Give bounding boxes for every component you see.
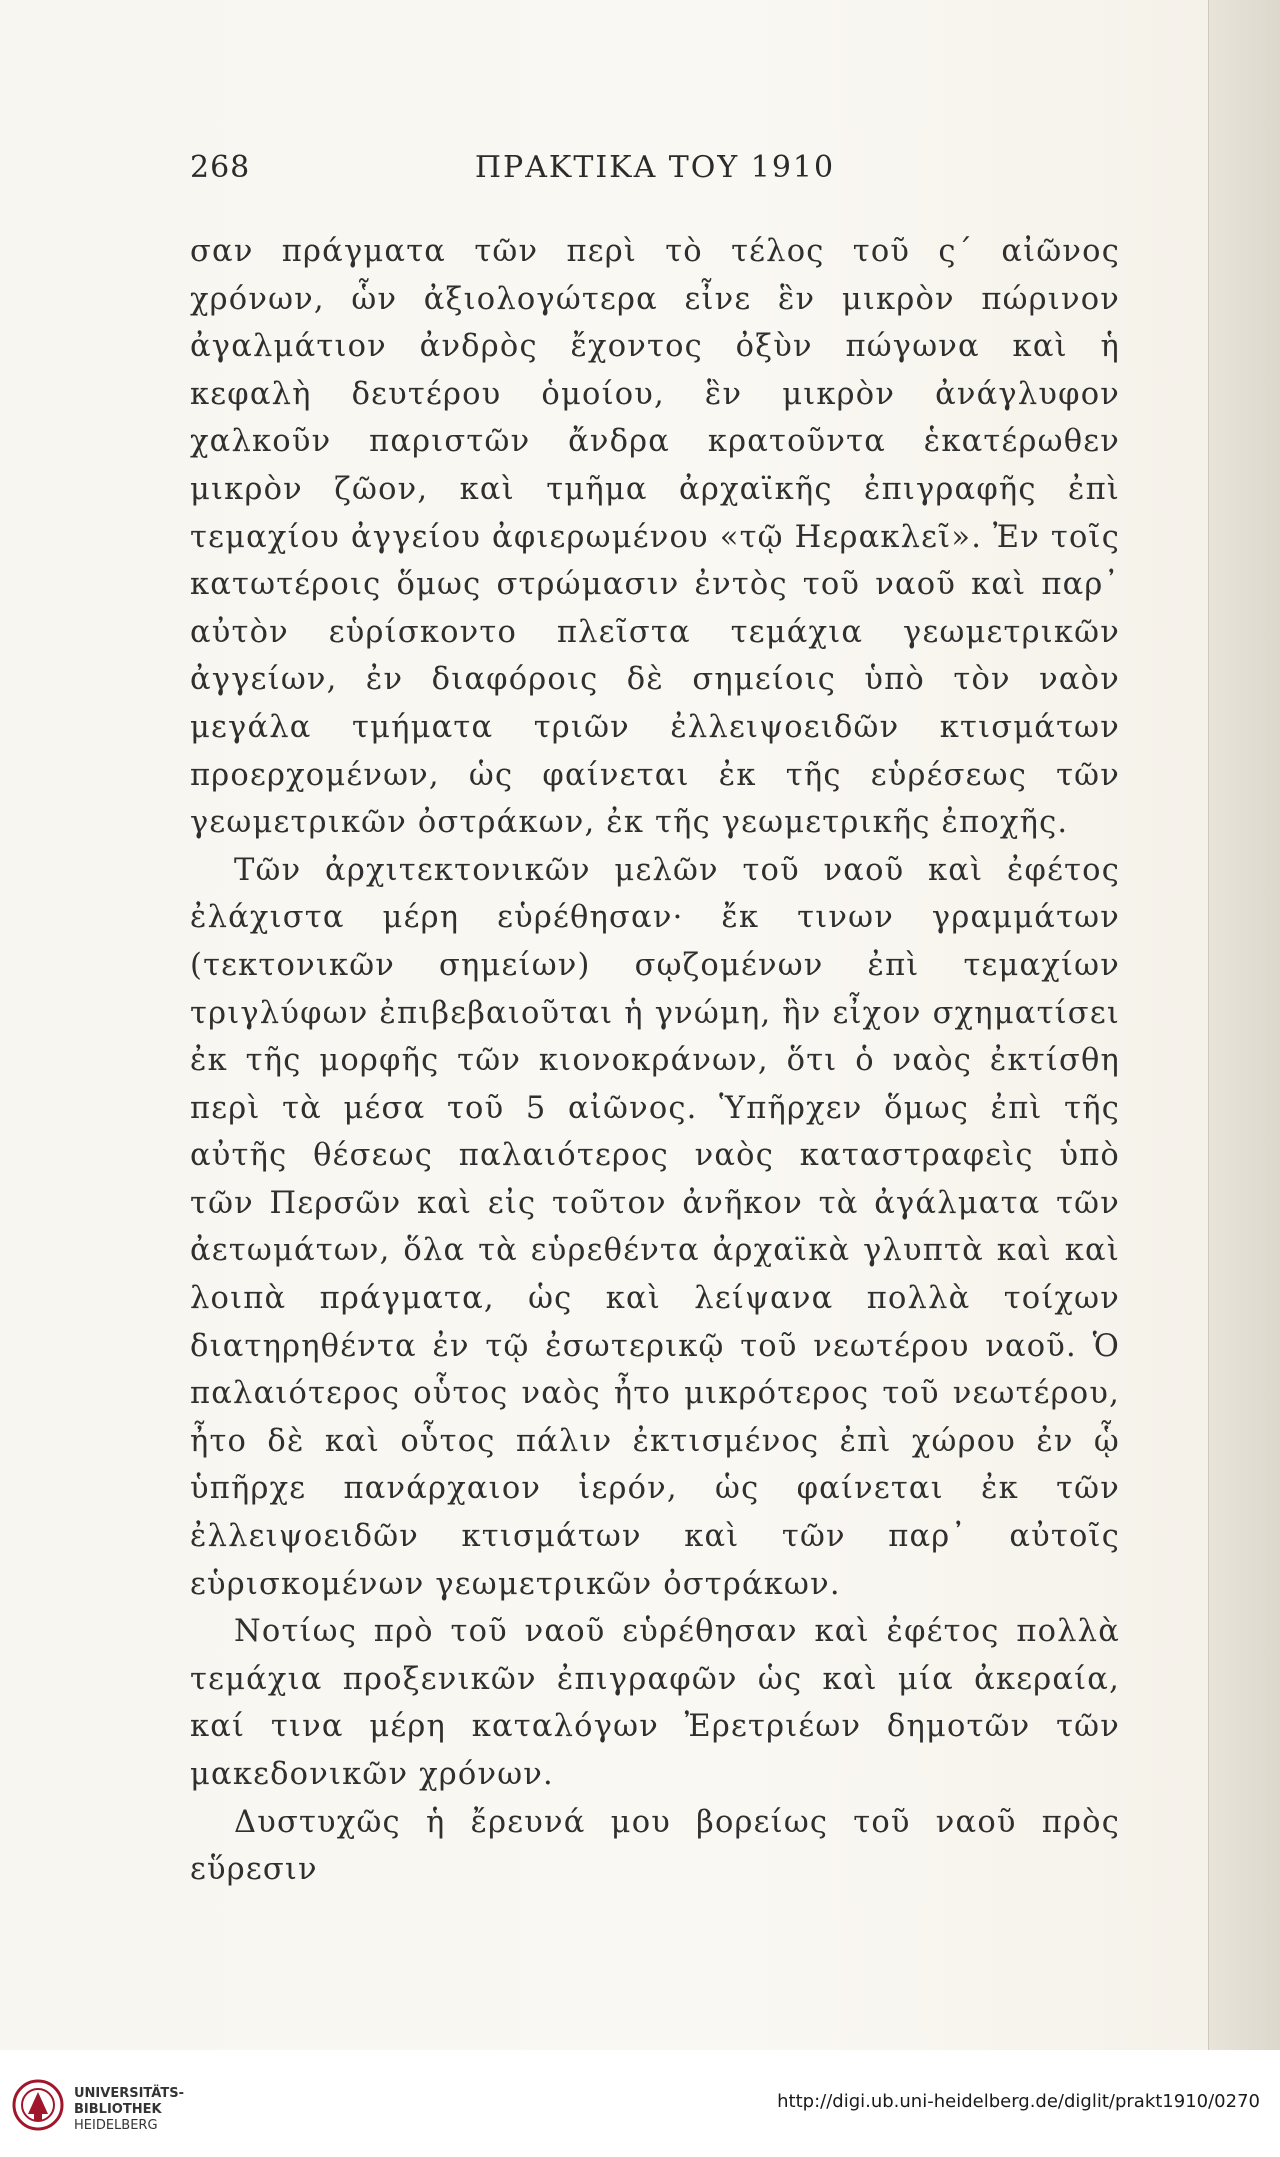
paragraph-1: σαν πράγματα τῶν περὶ τὸ τέλος τοῦ ς΄ αἰῶνος χρόνων, ὧν ἀξιολογώτερα εἶνε ἓν μικρὸν πώρινον ἀγαλμάτιον ἀνδρὸς ἔχοντος ὀξὺν πώγωνα καὶ ἡ κεφαλὴ δευτέρου ὁμοίου, ἓν μικρὸν ἀνάγλυφον χαλκοῦν παριστῶν ἄνδρα κρατοῦντα ἑκατέρωθεν μικρὸν ζῶον, καὶ τμῆμα ἀρχαϊκῆς ἐπιγραφῆς ἐπὶ τεμαχίου ἀγγείου ἀφιερωμένου «τῷ Ηερακλεῖ». Ἐν τοῖς κατωτέροις ὅμως στρώμασιν ἐντὸς τοῦ ναοῦ καὶ παρ᾿ αὐτὸν εὑρίσκοντο πλεῖστα τεμάχια γεωμετρικῶν ἀγγείων, ἐν διαφόροις δὲ σημείοις ὑπὸ τὸν ναὸν μεγάλα τμήματα τριῶν ἐλλειψοειδῶν κτισμάτων προερχομένων, ὡς φαίνεται ἐκ τῆς εὑρέσεως τῶν γεωμετρικῶν ὀστράκων, ἐκ τῆς γεωμετρικῆς ἐποχῆς.: [190, 234, 1120, 841]
page-number: 268: [190, 150, 251, 185]
running-title: ΠΡΑΚΤΙΚΑ ΤΟΥ 1910: [474, 150, 836, 185]
logo-line-1: UNIVERSITÄTS-: [74, 2086, 184, 2101]
page-header: [190, 150, 1120, 190]
paragraph-4: Δυστυχῶς ἡ ἔρευνά μου βορείως τοῦ ναοῦ πρὸς εὕρεσιν: [190, 1804, 1120, 1888]
library-logo-text: [74, 2086, 184, 2134]
paragraph-3: Νοτίως πρὸ τοῦ ναοῦ εὑρέθησαν καὶ ἐφέτος πολλὰ τεμάχια προξενικῶν ἐπιγραφῶν ὡς καὶ μία ἀκεραία, καί τινα μέρη καταλόγων Ἐρετριέων δημοτῶν τῶν μακεδονικῶν χρόνων.: [190, 1614, 1120, 1792]
page-edge: [1208, 0, 1280, 2050]
logo-line-2: BIBLIOTHEK: [74, 2102, 162, 2117]
source-url-link[interactable]: http://digi.ub.uni-heidelberg.de/diglit/prakt1910/0270: [777, 2091, 1260, 2112]
logo-line-3: HEIDELBERG: [74, 2118, 158, 2133]
body-text: [190, 228, 1120, 1894]
university-seal-icon: [12, 2070, 64, 2140]
paragraph-2: Τῶν ἀρχιτεκτονικῶν μελῶν τοῦ ναοῦ καὶ ἐφέτος ἐλάχιστα μέρη εὑρέθησαν· ἔκ τινων γραμμάτων (τεκτονικῶν σημείων) σῳζομένων ἐπὶ τεμαχίων τριγλύφων ἐπιβεβαιοῦται ἡ γνώμη, ἣν εἶχον σχηματίσει ἐκ τῆς μορφῆς τῶν κιονοκράνων, ὅτι ὁ ναὸς ἐκτίσθη περὶ τὰ μέσα τοῦ 5 αἰῶνος. Ὑπῆρχεν ὅμως ἐπὶ τῆς αὐτῆς θέσεως παλαιότερος ναὸς καταστραφεὶς ὑπὸ τῶν Περσῶν καὶ εἰς τοῦτον ἀνῆκον τὰ ἀγάλματα τῶν ἀετωμάτων, ὅλα τὰ εὑρεθέντα ἀρχαϊκὰ γλυπτὰ καὶ καὶ λοιπὰ πράγματα, ὡς καὶ λείψανα πολλὰ τοίχων διατηρηθέντα ἐν τῷ ἐσωτερικῷ τοῦ νεωτέρου ναοῦ. Ὁ παλαιότερος οὗτος ναὸς ἦτο μικρότερος τοῦ νεωτέρου, ἦτο δὲ καὶ οὗτος πάλιν ἐκτισμένος ἐπὶ χώρου ἐν ᾧ ὑπῆρχε πανάρχαιον ἱερόν, ὡς φαίνεται ἐκ τῶν ἐλλειψοειδῶν κτισμάτων καὶ τῶν παρ᾿ αὐτοῖς εὑρισκομένων γεωμετρικῶν ὀστράκων.: [190, 852, 1120, 1602]
